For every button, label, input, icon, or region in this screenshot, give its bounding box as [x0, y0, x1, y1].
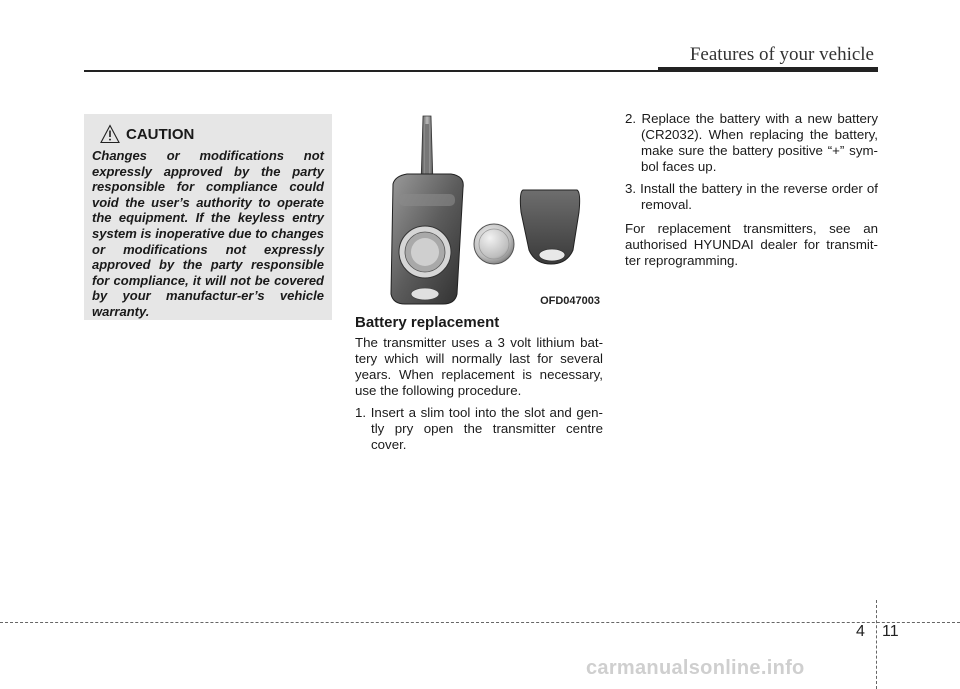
footer-divider: [876, 600, 877, 689]
transmitter-battery-figure: [355, 114, 605, 310]
caution-box: [84, 114, 332, 320]
replacement-transmitter-note: For replacement transmitters, see an authorised HYUNDAI dealer for transmit-ter reprogramming.: [625, 221, 878, 268]
battery-section-continued: [625, 111, 878, 275]
header-rule-accent: [658, 67, 878, 72]
battery-intro-paragraph: The transmitter uses a 3 volt lithium bat-tery which will normally last for several years. When replacement is necessary, use the following procedure.: [355, 335, 603, 398]
battery-steps-list-part1: [355, 405, 603, 453]
battery-steps-list-part2: [625, 111, 878, 213]
caution-text: Changes or modifications not expressly approved by the party responsible for compliance could void the user’s authority to operate the equipment. If the keyless entry system is inoperative due to changes or modifications not expressly approved by the party responsible for compliance, it will not be covered by your manufactur-er’s vehicle warranty.: [92, 148, 324, 319]
caution-heading: [92, 124, 324, 144]
chapter-number: 4: [856, 623, 865, 640]
step-3: 3. Install the battery in the reverse order of removal.: [625, 181, 878, 212]
caution-title: CAUTION: [126, 125, 195, 143]
figure-code: OFD047003: [540, 295, 600, 307]
step-1: 1. Insert a slim tool into the slot and gen-tly pry open the transmitter centre cover.: [355, 405, 603, 452]
battery-section: [355, 314, 603, 459]
battery-replacement-heading: Battery replacement: [355, 314, 500, 331]
page-header-title: Features of your vehicle: [689, 44, 874, 65]
transmitter-disassembled-illustration: [355, 114, 605, 310]
watermark: carmanualsonline.info: [586, 657, 805, 679]
footer-rule: [0, 622, 960, 623]
page-number: 11: [882, 623, 899, 640]
warning-triangle-icon: [100, 124, 120, 144]
step-2: 2. Replace the battery with a new battery (CR2032). When replacing the battery, make sure the battery positive “+” sym-bol faces up.: [625, 111, 878, 174]
